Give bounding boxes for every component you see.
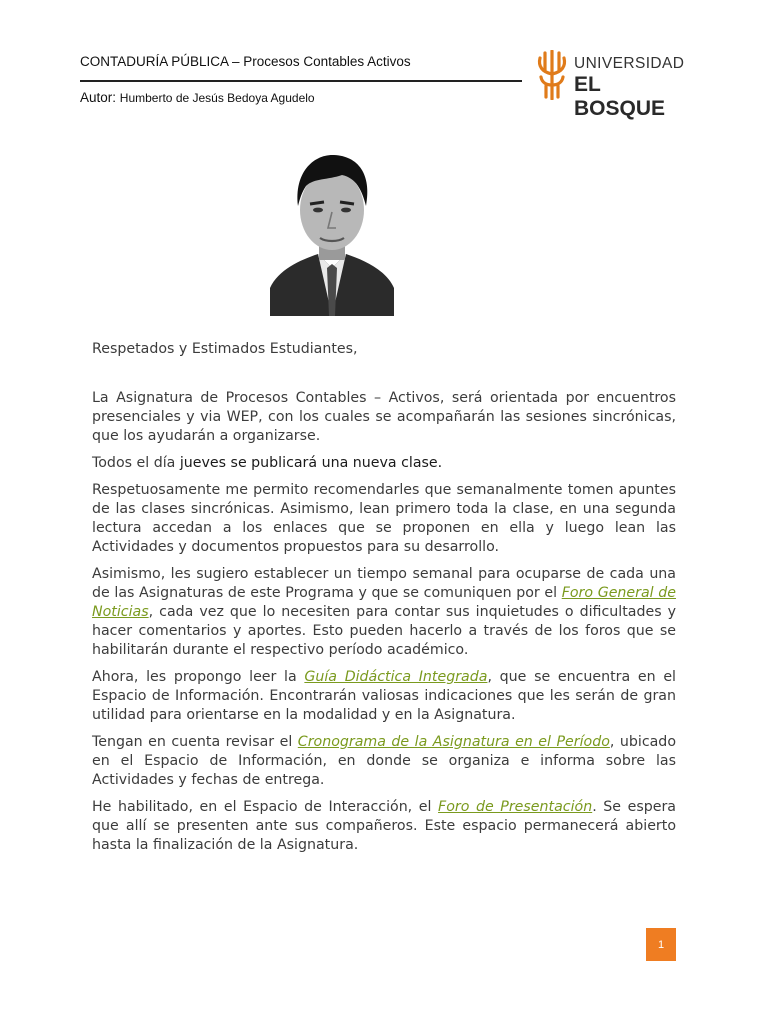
paragraph-schedule-review xyxy=(92,733,676,790)
author-line xyxy=(80,90,315,105)
paragraph-intro: La Asignatura de Procesos Contables – Activos, será orientada por encuentros presenciales y via WEP, con los cuales se acompañarán las sesiones sincrónicas, que los ayudarán a organizarse. xyxy=(92,390,676,444)
header-divider xyxy=(80,80,522,82)
paragraph-forum xyxy=(92,565,676,660)
paragraph-presentation xyxy=(92,798,676,855)
greeting: Respetados y Estimados Estudiantes, xyxy=(92,341,358,357)
link-cronograma[interactable]: Cronograma de la Asignatura en el Período xyxy=(297,734,610,750)
university-logo xyxy=(536,50,696,120)
paragraph-schedule-review-before: Tengan en cuenta revisar el xyxy=(92,734,298,750)
paragraph-guide-after: , que se encuentra en el Espacio de Información. Encontrarán valiosas indicaciones que les serán de gran utilidad para orientarse en la modalidad y en la Asignatura. xyxy=(92,669,676,723)
paragraph-schedule-review-after: , ubicado en el Espacio de Información, en donde se organiza e informa sobre las Actividades y fechas de entrega. xyxy=(92,734,676,788)
link-foro-de-presentacion[interactable]: Foro de Presentación xyxy=(438,799,593,815)
header-title: CONTADURÍA PÚBLICA – Procesos Contables Activos xyxy=(80,54,411,69)
university-emblem-icon xyxy=(536,50,568,100)
paragraph-guide xyxy=(92,668,676,725)
paragraph-schedule-emphasis: jueves se publicará una nueva clase. xyxy=(179,455,443,471)
page-number-badge: 1 xyxy=(646,928,676,961)
logo-text-universidad: UNIVERSIDAD xyxy=(574,55,685,72)
logo-text-el-bosque: EL BOSQUE xyxy=(574,73,666,120)
paragraph-recommendations: Respetuosamente me permito recomendarles que semanalmente tomen apuntes de las clases sincrónicas. Asimismo, lean primero toda la clase, en una segunda lectura accedan a los enlaces que se proponen en ella y luego lean las Actividades y documentos propuestos para su desarrollo. xyxy=(92,482,676,555)
paragraph-guide-before: Ahora, les propongo leer la xyxy=(92,669,305,685)
paragraph-presentation-before: He habilitado, en el Espacio de Interacción, el xyxy=(92,799,439,815)
paragraph-forum-before: Asimismo, les sugiero establecer un tiempo semanal para ocuparse de cada una de las Asignaturas de este Programa y que se comuniquen por el xyxy=(92,566,676,601)
author-portrait xyxy=(270,150,394,316)
paragraph-forum-after: , cada vez que lo necesiten para contar sus inquietudes o dificultades y hacer comentarios y aportes. Esto pueden hacerlo a través de los foros que se habilitarán durante el respectivo período académico. xyxy=(92,604,676,658)
author-name: Humberto de Jesús Bedoya Agudelo xyxy=(119,91,315,105)
link-guia-didactica-integrada[interactable]: Guía Didáctica Integrada xyxy=(304,669,488,685)
letter-body xyxy=(92,340,676,863)
paragraph-schedule xyxy=(92,454,676,473)
paragraph-schedule-lead: Todos el día xyxy=(92,455,180,471)
author-label: Autor: xyxy=(80,90,117,105)
paragraph-presentation-after: . Se espera que allí se presenten ante sus compañeros. Este espacio permanecerá abierto hasta la finalización de la Asignatura. xyxy=(92,799,676,853)
link-foro-general-de-noticias[interactable]: Foro General de Noticias xyxy=(92,585,676,620)
